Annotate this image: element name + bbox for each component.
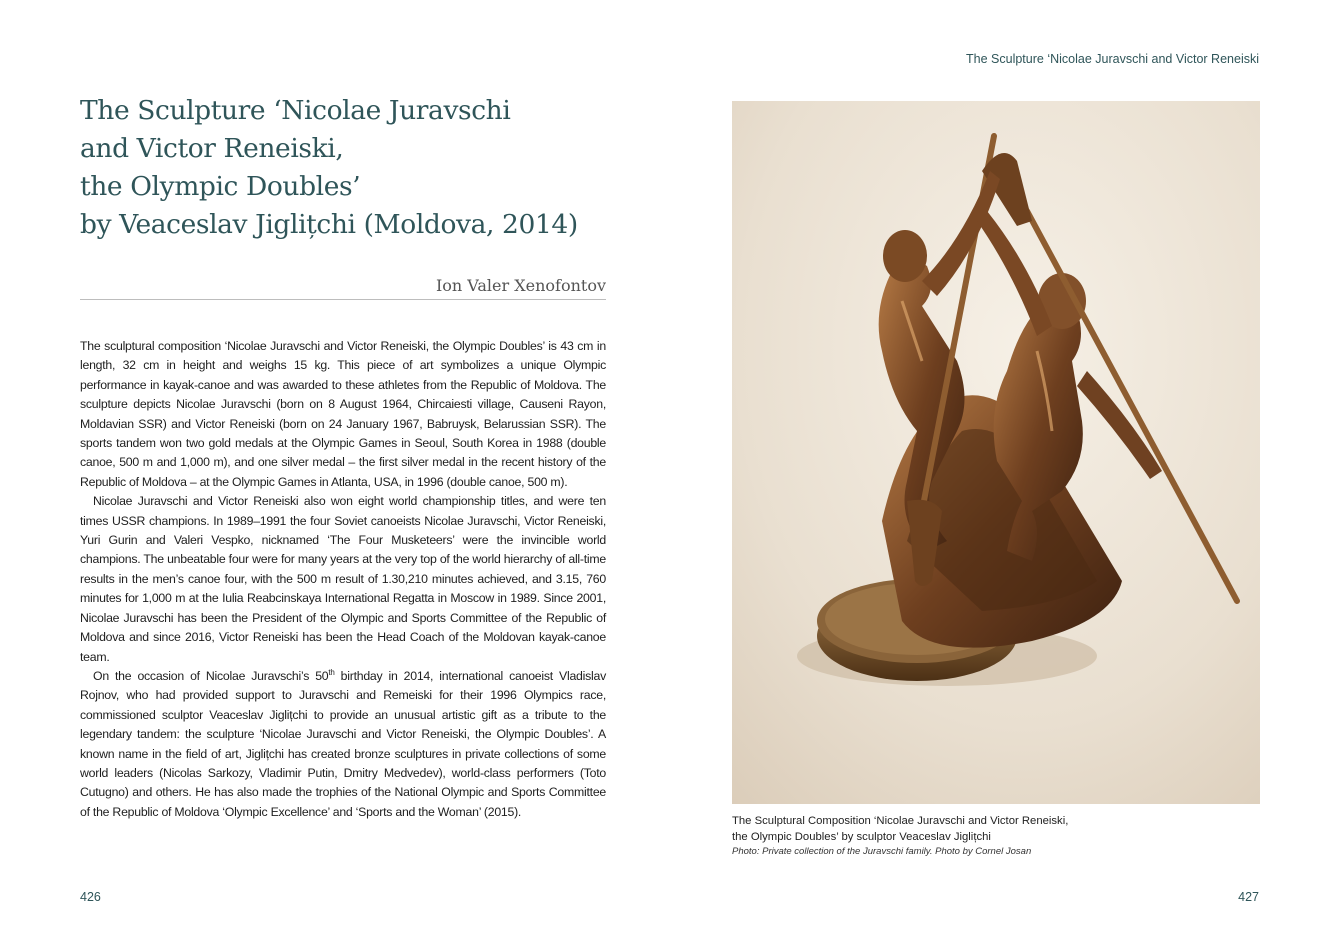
paragraph-3-start: On the occasion of Nicolae Juravschi’s 50: [93, 668, 329, 683]
right-page: [669, 0, 1339, 945]
running-head: The Sculpture ‘Nicolae Juravschi and Victor Reneiski: [966, 52, 1259, 66]
sculpture-photo: [732, 101, 1260, 804]
page-number-right: 427: [1238, 890, 1259, 904]
ordinal-superscript: th: [328, 667, 335, 677]
left-page: [0, 0, 669, 945]
photo-credit: Photo: Private collection of the Juravschi family. Photo by Cornel Josan: [732, 846, 1032, 857]
caption-line-2: the Olympic Doubles’ by sculptor Veaceslav Jiglițchi: [732, 831, 991, 843]
paragraph-1: The sculptural composition ‘Nicolae Juravschi and Victor Reneiski, the Olympic Doubles’ is 43 cm in length, 32 cm in height and weighs 15 kg. This piece of art symbolizes a unique Olympic performance in kayak-canoe and was awarded to these athletes from the Republic of Moldova. The sculpture depicts Nicolae Juravschi (born on 8 August 1964, Chircaiesti village, Causeni Rayon, Moldavian SSR) and Victor Reneiski (born on 24 January 1967, Babruysk, Belarussian SSR). The sports tandem won two gold medals at the Olympic Games in Seoul, South Korea in 1988 (double canoe, 500 m and 1,000 m), and one silver medal – the first silver medal in the recent history of the Republic of Moldova – at the Olympic Games in Atlanta, USA, in 1996 (double canoe, 500 m).: [80, 339, 606, 489]
title-line-2: and Victor Reneiski,: [80, 133, 344, 164]
article-body: [80, 337, 606, 822]
paragraph-3-rest: birthday in 2014, international canoeist Vladislav Rojnov, who had provided support to Juravschi and Remeiski for their 1996 Olympics race, commissioned sculptor Veaceslav Jiglițchi to provide an unusual artistic gift as a tribute to the legendary tandem: the sculpture ‘Nicolae Juravschi and Victor Reneiski, the Olympic Doubles’. A known name in the field of art, Jiglițchi has created bronze sculptures in private collections of some world leaders (Nicolas Sarkozy, Vladimir Putin, Dmitry Medvedev), world-class performers (Toto Cutugno) and others. He has also made the trophies of the National Olympic and Sports Committee of the Republic of Moldova ‘Olympic Excellence’ and ‘Sports and the Woman’ (2015).: [80, 668, 606, 819]
page-number-left: 426: [80, 890, 101, 904]
photo-caption: [732, 813, 1260, 859]
caption-line-1: The Sculptural Composition ‘Nicolae Juravschi and Victor Reneiski,: [732, 815, 1069, 827]
paragraph-2: Nicolae Juravschi and Victor Reneiski also won eight world championship titles, and were ten times USSR champions. In 1989–1991 the four Soviet canoeists Nicolae Juravschi, Victor Reneiski, Yuri Gurin and Valeri Vespko, nicknamed ‘The Four Musketeers’ were the invincible world champions. The unbeatable four were for many years at the very top of the world hierarchy of all-time results in the men’s canoe four, with the 500 m result of 1.30,210 minutes achieved, and 3.15, 760 minutes for 1,000 m at the Iulia Reabcinskaya International Regatta in Moscow in 1989. Since 2001, Nicolae Juravschi has been the President of the Olympic and Sports Committee of the Republic of Moldova and since 2016, Victor Reneiski has been the Head Coach of the Moldovan kayak-canoe team.: [80, 494, 606, 664]
article-title: [80, 92, 640, 244]
title-line-1: The Sculpture ‘Nicolae Juravschi: [80, 95, 511, 126]
author-name: Ion Valer Xenofontov: [435, 276, 606, 295]
paragraph-3: [80, 667, 606, 822]
title-line-3: the Olympic Doubles’: [80, 171, 361, 202]
sculpture-illustration: [732, 101, 1260, 804]
title-line-4: by Veaceslav Jiglițchi (Moldova, 2014): [80, 209, 578, 240]
title-divider: [80, 299, 606, 300]
